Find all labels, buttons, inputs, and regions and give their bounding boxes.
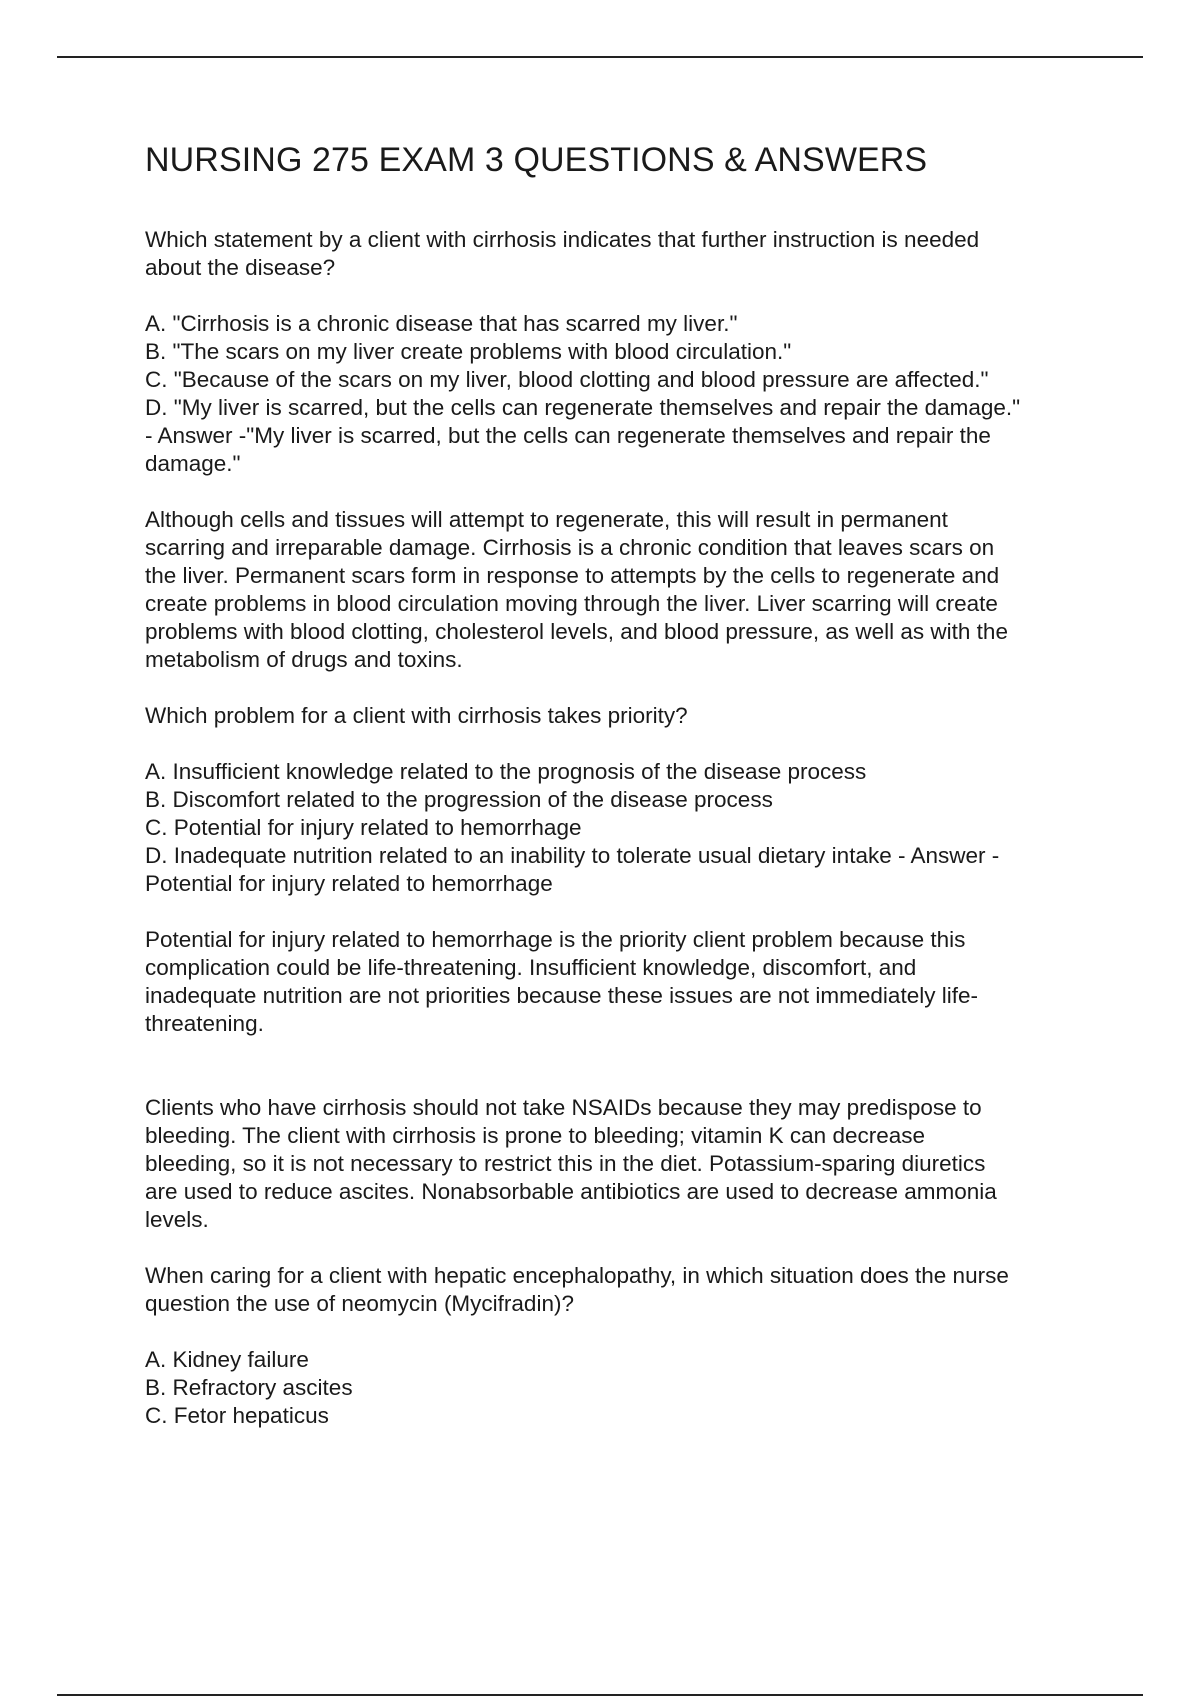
question-2-line: Which problem for a client with cirrhosis takes priority? <box>145 703 688 728</box>
rationale-line: threatening. <box>145 1011 264 1036</box>
rationale-line: Although cells and tissues will attempt to regenerate, this will result in permanent <box>145 507 948 532</box>
nsaid-paragraph <box>145 1094 1095 1234</box>
rationale-line: the liver. Permanent scars form in response to attempts by the cells to regenerate and <box>145 563 1000 588</box>
option-line: A. "Cirrhosis is a chronic disease that has scarred my liver." <box>145 311 738 336</box>
document-body <box>145 140 1095 1458</box>
question-2 <box>145 702 1095 730</box>
question-3-line: When caring for a client with hepatic encephalopathy, in which situation does the nurse <box>145 1263 1009 1288</box>
question-3 <box>145 1262 1095 1318</box>
paragraph-line: are used to reduce ascites. Nonabsorbable antibiotics are used to decrease ammonia <box>145 1179 997 1204</box>
answer-line: Potential for injury related to hemorrhage <box>145 871 553 896</box>
question-3-options <box>145 1346 1095 1430</box>
question-1-line: about the disease? <box>145 255 336 280</box>
rationale-line: Potential for injury related to hemorrhage is the priority client problem because this <box>145 927 966 952</box>
question-1 <box>145 226 1095 282</box>
option-line: A. Kidney failure <box>145 1347 309 1372</box>
document-title: NURSING 275 EXAM 3 QUESTIONS & ANSWERS <box>145 141 928 179</box>
option-line: D. "My liver is scarred, but the cells can regenerate themselves and repair the damage." <box>145 395 1021 420</box>
question-1-options <box>145 310 1095 478</box>
question-2-options <box>145 758 1095 898</box>
option-line: B. Refractory ascites <box>145 1375 353 1400</box>
rationale-line: complication could be life-threatening. Insufficient knowledge, discomfort, and <box>145 955 917 980</box>
question-1-line: Which statement by a client with cirrhosis indicates that further instruction is needed <box>145 227 980 252</box>
paragraph-line: bleeding, so it is not necessary to restrict this in the diet. Potassium-sparing diuretics <box>145 1151 986 1176</box>
paragraph-line: levels. <box>145 1207 209 1232</box>
answer-line: damage." <box>145 451 241 476</box>
top-rule <box>57 56 1143 58</box>
rationale-line: problems with blood clotting, cholesterol levels, and blood pressure, as well as with the <box>145 619 1008 644</box>
question-1-rationale <box>145 506 1095 674</box>
paragraph-line: bleeding. The client with cirrhosis is prone to bleeding; vitamin K can decrease <box>145 1123 926 1148</box>
option-line: A. Insufficient knowledge related to the prognosis of the disease process <box>145 759 867 784</box>
question-3-line: question the use of neomycin (Mycifradin)? <box>145 1291 574 1316</box>
answer-line: - Answer -"My liver is scarred, but the cells can regenerate themselves and repair the <box>145 423 991 448</box>
option-line: C. Potential for injury related to hemorrhage <box>145 815 582 840</box>
question-2-rationale <box>145 926 1095 1038</box>
option-line: B. Discomfort related to the progression of the disease process <box>145 787 773 812</box>
bottom-rule <box>57 1694 1143 1696</box>
rationale-line: create problems in blood circulation moving through the liver. Liver scarring will create <box>145 591 998 616</box>
rationale-line: inadequate nutrition are not priorities because these issues are not immediately life- <box>145 983 978 1008</box>
option-line: C. "Because of the scars on my liver, blood clotting and blood pressure are affected." <box>145 367 989 392</box>
rationale-line: scarring and irreparable damage. Cirrhosis is a chronic condition that leaves scars on <box>145 535 995 560</box>
rationale-line: metabolism of drugs and toxins. <box>145 647 463 672</box>
option-line: D. Inadequate nutrition related to an inability to tolerate usual dietary intake - Answer - <box>145 843 1000 868</box>
option-line: B. "The scars on my liver create problems with blood circulation." <box>145 339 792 364</box>
option-line: C. Fetor hepaticus <box>145 1403 329 1428</box>
paragraph-line: Clients who have cirrhosis should not take NSAIDs because they may predispose to <box>145 1095 982 1120</box>
